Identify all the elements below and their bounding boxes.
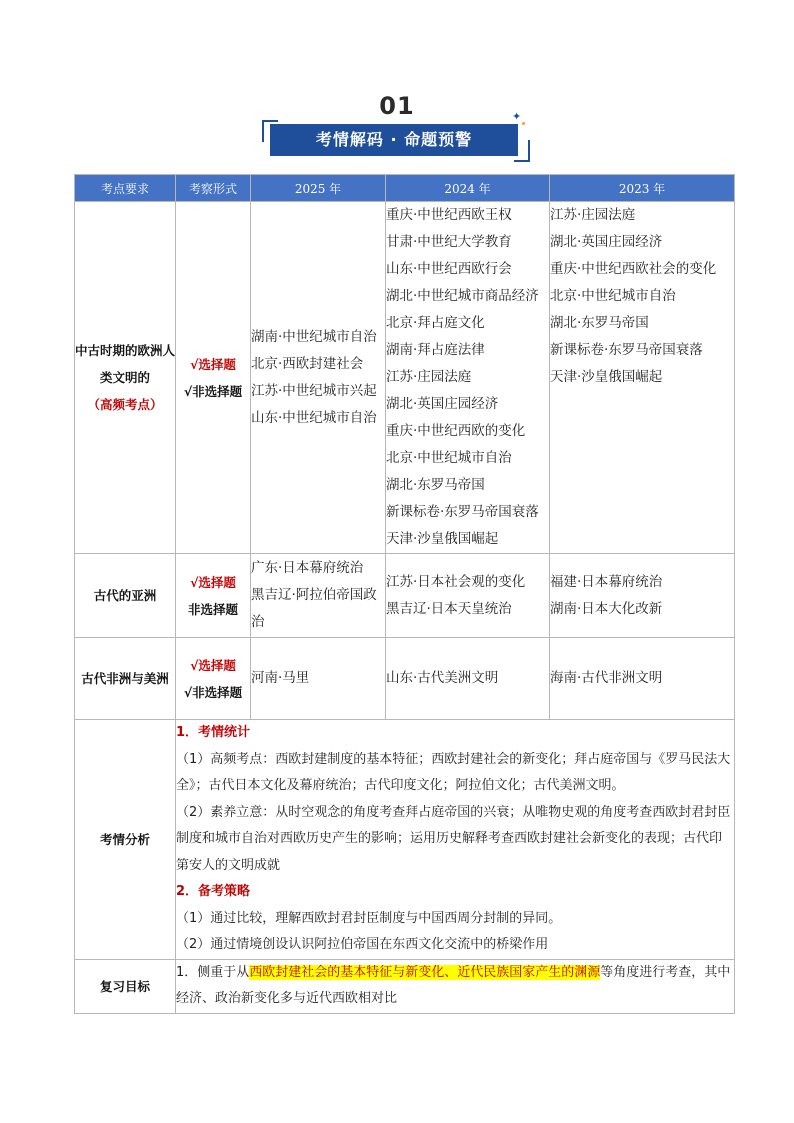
section-banner [262,110,530,164]
list-item: 黑吉辽·阿拉伯帝国政治 [251,587,377,630]
year-2024-cell [386,554,550,638]
analysis-label: 考情分析 [75,720,176,960]
list-item: 北京·西欧封建社会 [251,355,364,372]
header-2024: 2024 年 [386,175,550,202]
list-item: 海南·古代非洲文明 [550,670,663,686]
list-item: 北京·中世纪城市自治 [550,288,676,304]
list-item: 江苏·日本社会观的变化 [386,573,526,590]
category-label: 中古时期的欧洲人类文明的 [75,343,176,385]
analysis-paragraph: （2）素养立意：从时空观念的角度考查拜占庭帝国的兴衰；从唯物史观的角度考查西欧封君封臣制度和城市自治对西欧历史产生的影响；运用历史解释考查西欧封建社会新变化的表现；古代印第安人的文明成就 [176,804,731,873]
review-text-prefix: 1．侧重于从 [176,964,250,980]
list-item: 湖北·东罗马帝国 [386,477,485,493]
list-item: 福建·日本幕府统治 [550,573,663,590]
list-item: 江苏·庄园法庭 [550,207,636,223]
list-item: 湖北·英国庄园经济 [550,234,663,250]
list-item: 甘肃·中世纪大学教育 [386,234,512,250]
form-item: √非选择题 [183,684,243,700]
review-content [176,959,735,1013]
list-item: 湖北·英国庄园经济 [386,396,499,412]
list-item: 山东·中世纪西欧行会 [386,261,512,277]
year-2023-cell [550,554,735,638]
table-row [75,202,735,554]
year-2025-cell [251,638,386,720]
form-item: 非选择题 [187,601,238,617]
header-requirement: 考点要求 [75,175,176,202]
header-2023: 2023 年 [550,175,735,202]
year-2025-cell [251,554,386,638]
form-item: √非选择题 [183,383,243,399]
list-item: 湖南·中世纪城市自治 [251,328,377,345]
list-item: 湖北·东罗马帝国 [550,315,649,331]
table-header-row [75,175,735,202]
table-row [75,638,735,720]
decor-dot-icon [522,122,525,125]
analysis-paragraph: （1）通过比较，理解西欧封君封臣制度与中国西周分封制的异同。 [176,910,562,926]
exam-analysis-table [74,174,735,1014]
form-item: √选择题 [190,657,236,673]
analysis-paragraph: （2）通过情境创设认识阿拉伯帝国在东西文化交流中的桥梁作用 [176,937,549,952]
analysis-paragraph: （1）高频考点：西欧封建制度的基本特征；西欧封建社会的新变化；拜占庭帝国与《罗马民法大全》；古代日本文化及幕府统治；古代印度文化；阿拉伯文化；古代美洲文明。 [176,751,731,793]
analysis-heading-strategy: 2．备考策略 [176,884,251,899]
list-item: 江苏·中世纪城市兴起 [251,382,377,399]
year-2025-cell [251,202,386,554]
list-item: 重庆·中世纪西欧的变化 [386,423,526,439]
list-item: 北京·中世纪城市自治 [386,450,512,466]
header-form: 考察形式 [176,175,251,202]
sparkle-icon: ✦ [512,110,522,123]
list-item: 重庆·中世纪西欧王权 [386,207,512,223]
review-text-suffix: 等角度进行考查，其中经济、政治新变化多与近代西欧相对比 [176,964,731,1006]
year-2023-cell [550,638,735,720]
analysis-row [75,720,735,960]
category-label: 古代非洲与美洲 [81,671,169,686]
list-item: 新课标卷·东罗马帝国衰落 [550,342,703,358]
analysis-content [176,720,735,960]
year-2023-cell [550,202,735,554]
form-cell [176,554,251,638]
category-note: （高频考点） [87,397,163,412]
category-cell [75,638,176,720]
year-2024-cell [386,202,553,554]
form-cell [176,202,251,554]
category-cell [75,202,176,554]
header-2025: 2025 年 [251,175,386,202]
list-item: 黑吉辽·日本天皇统治 [386,600,512,617]
review-highlight: 西欧封建社会的基本特征与新变化、近代民族国家产生的渊源 [249,964,601,980]
list-item: 河南·马里 [251,670,310,686]
review-row [75,959,735,1013]
list-item: 湖北·中世纪城市商品经济 北京·拜占庭文化 [386,288,553,331]
list-item: 新课标卷·东罗马帝国衰落 天津·沙皇俄国崛起 [386,504,553,547]
category-cell [75,554,176,638]
list-item: 湖南·日本大化改新 [550,600,663,617]
list-item: 湖南·拜占庭法律 [386,342,485,358]
review-label: 复习目标 [75,959,176,1013]
list-item: 天津·沙皇俄国崛起 [550,369,663,385]
banner-title: 考情解码 · 命题预警 [270,124,518,156]
list-item: 广东·日本幕府统治 [251,560,364,576]
form-item: √选择题 [190,574,236,590]
form-cell [176,638,251,720]
list-item: 山东·中世纪城市自治 [251,409,377,426]
section-number: 01 [379,92,415,120]
list-item: 重庆·中世纪西欧社会的变化 [550,261,717,277]
list-item: 江苏·庄园法庭 [386,369,472,385]
year-2024-cell [386,638,550,720]
list-item: 山东·古代美洲文明 [386,670,499,686]
form-item: √选择题 [190,356,236,372]
category-label: 古代的亚洲 [93,588,157,603]
table-row [75,554,735,638]
analysis-heading-stats: 1．考情统计 [176,725,251,740]
